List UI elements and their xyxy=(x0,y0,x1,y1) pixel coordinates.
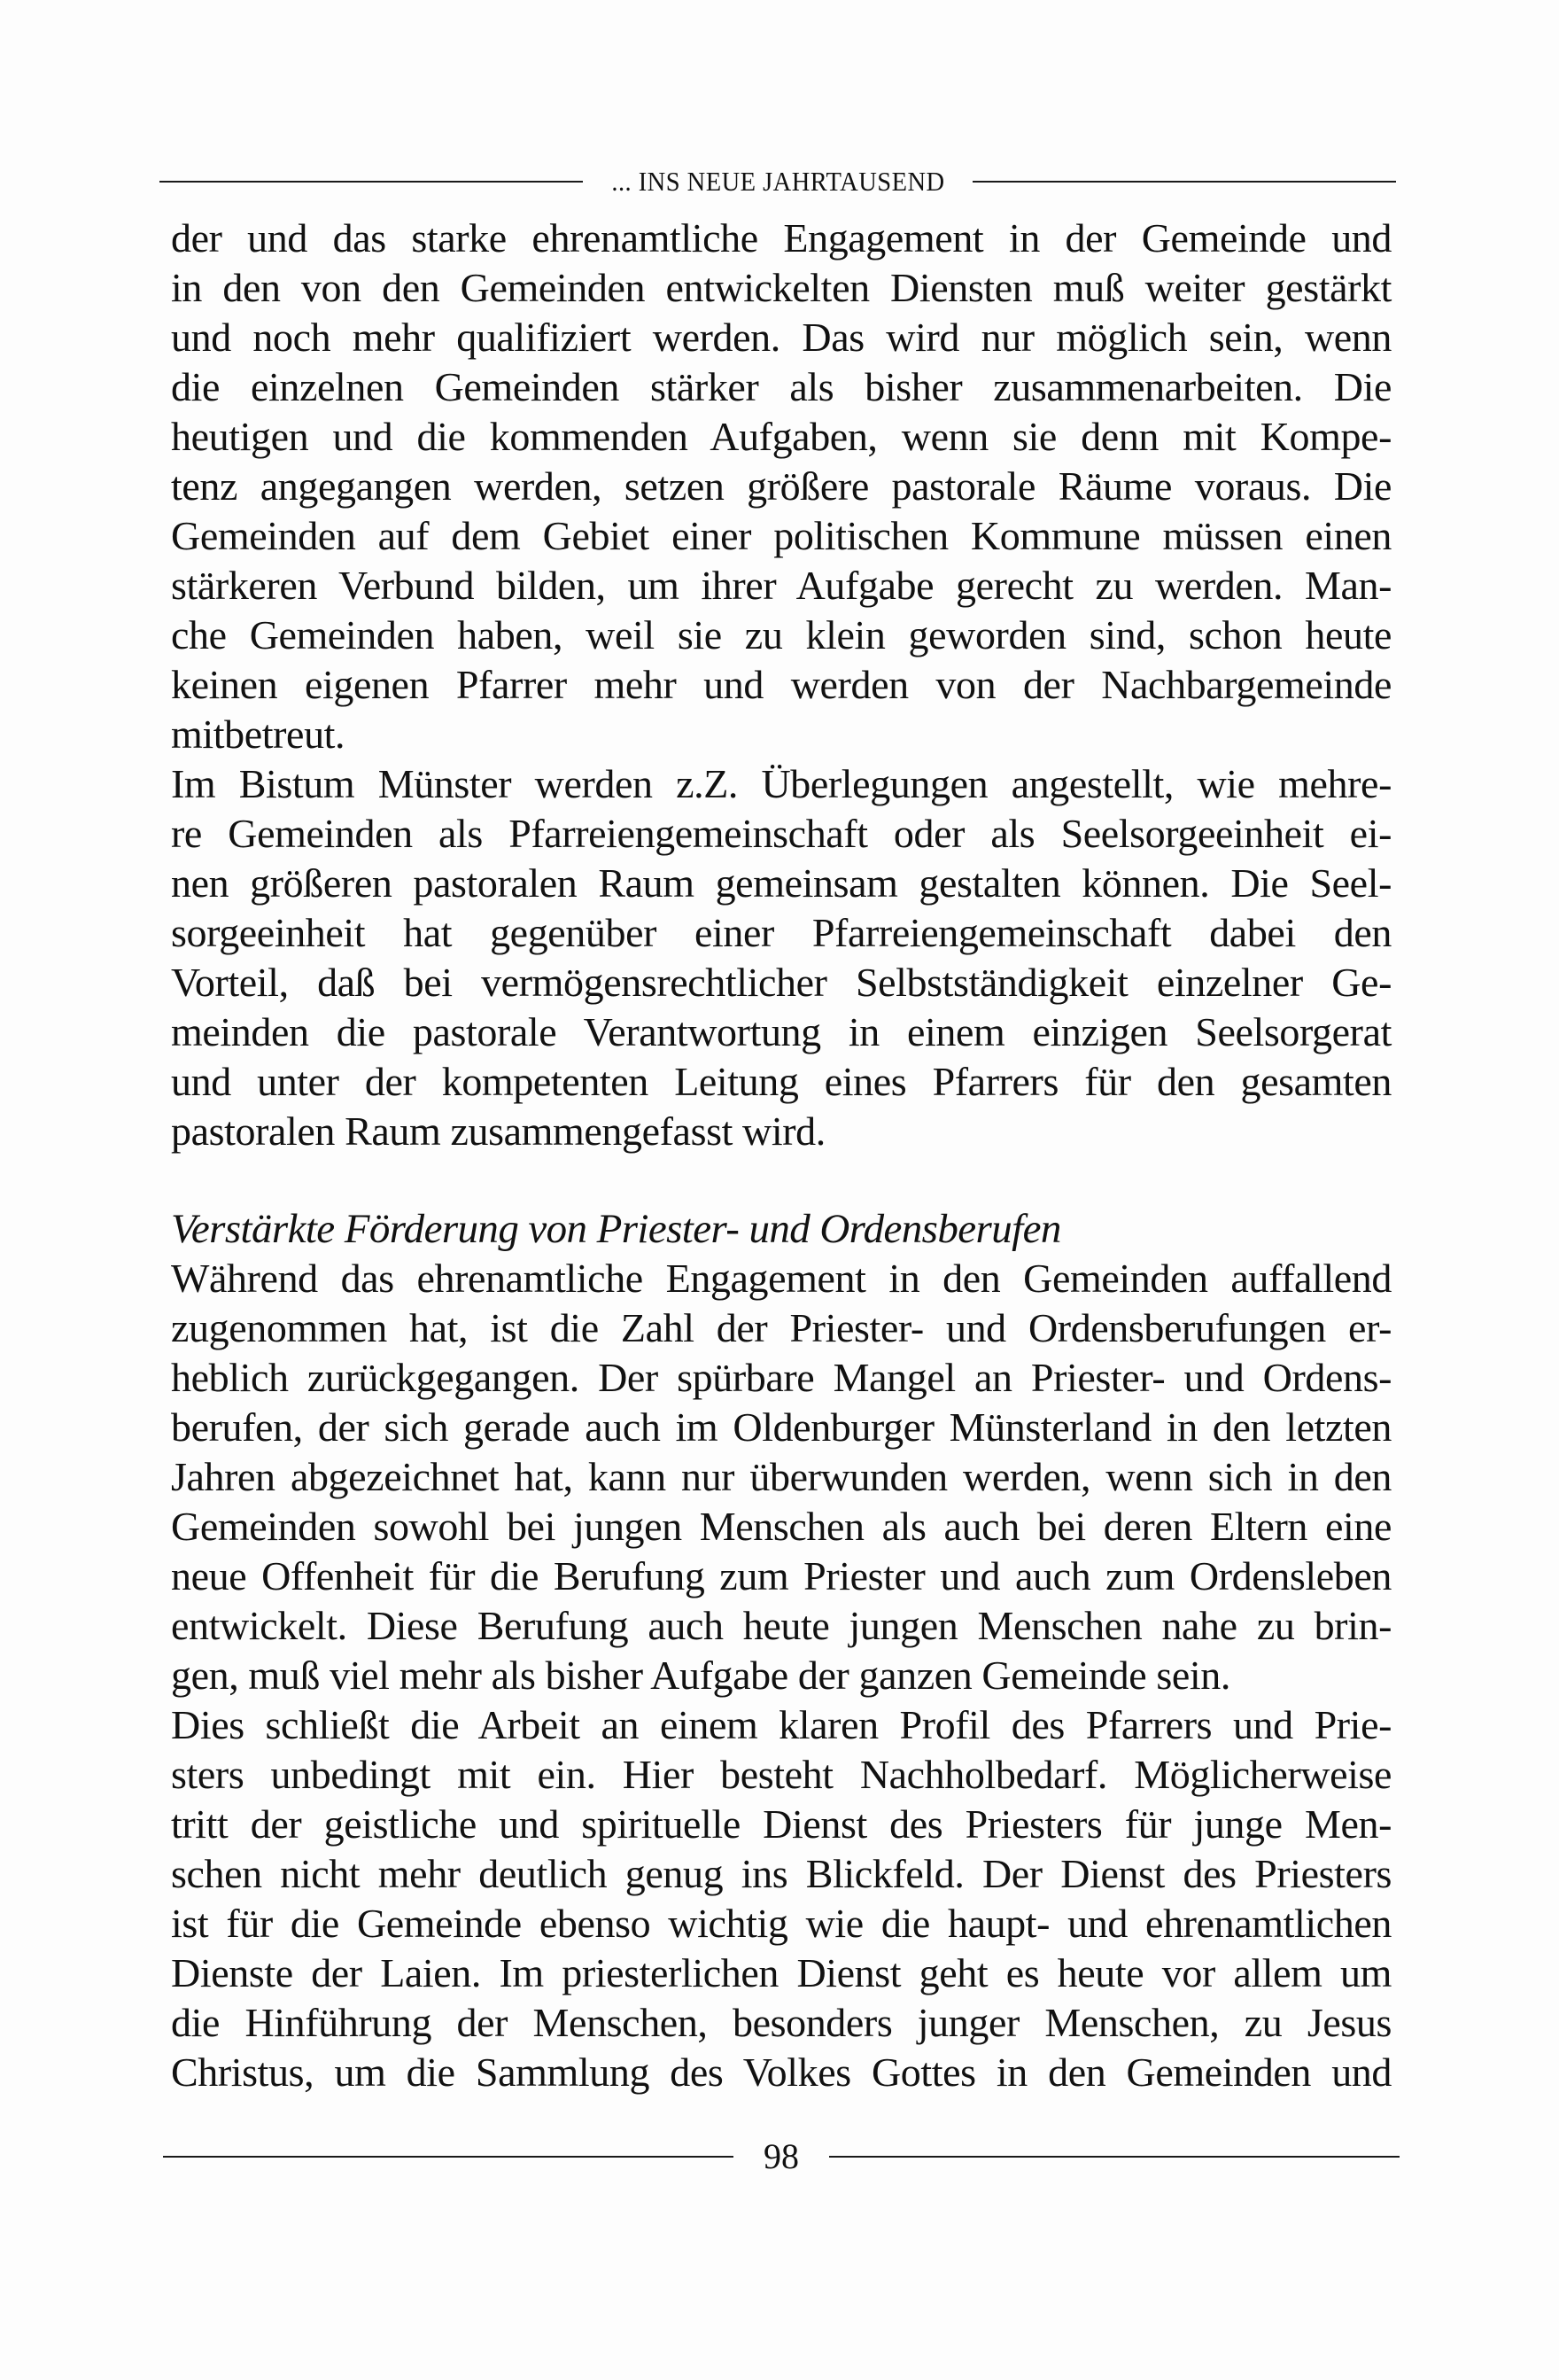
section-heading: Verstärkte Förderung von Priester- und Ordensberufen xyxy=(171,1206,1061,1252)
text-line: der und das starke ehrenamtliche Engagement in der Gemeinde und xyxy=(171,215,1392,261)
text-line: re Gemeinden als Pfarreiengemeinschaft oder als Seelsorgeeinheit ei- xyxy=(171,811,1392,856)
text-line: die einzelnen Gemeinden stärker als bisher zusammenarbeiten. Die xyxy=(171,364,1392,409)
running-header xyxy=(159,159,1396,204)
text-line: sters unbedingt mit ein. Hier besteht Nachholbedarf. Möglicherweise xyxy=(171,1752,1392,1797)
text-line: mitbetreut. xyxy=(171,712,345,757)
header-rule-left xyxy=(159,181,583,183)
text-line: Gemeinden auf dem Gebiet einer politischen Kommune müssen einen xyxy=(171,513,1392,558)
text-line: Gemeinden sowohl bei jungen Menschen als auch bei deren Eltern eine xyxy=(171,1504,1392,1549)
page-footer xyxy=(163,2134,1400,2180)
text-line: Vorteil, daß bei vermögensrechtlicher Selbstständigkeit einzelner Ge- xyxy=(171,960,1392,1005)
text-line: ist für die Gemeinde ebenso wichtig wie die haupt- und ehrenamtlichen xyxy=(171,1901,1392,1946)
text-line: Christus, um die Sammlung des Volkes Gottes in den Gemeinden und xyxy=(171,2049,1392,2095)
footer-rule-right xyxy=(829,2156,1400,2158)
text-line: Während das ehrenamtliche Engagement in den Gemeinden auffallend xyxy=(171,1256,1392,1301)
text-line: gen, muß viel mehr als bisher Aufgabe der ganzen Gemeinde sein. xyxy=(171,1653,1230,1698)
text-line: stärkeren Verbund bilden, um ihrer Aufgabe gerecht zu werden. Man- xyxy=(171,563,1392,608)
footer-rule-left xyxy=(163,2156,733,2158)
page-number: 98 xyxy=(764,2136,799,2176)
text-line: die Hinführung der Menschen, besonders junger Menschen, zu Jesus xyxy=(171,2000,1392,2045)
text-line: sorgeeinheit hat gegenüber einer Pfarreiengemeinschaft dabei den xyxy=(171,910,1392,955)
text-line: tenz angegangen werden, setzen größere pastorale Räume voraus. Die xyxy=(171,463,1392,509)
text-line: pastoralen Raum zusammengefasst wird. xyxy=(171,1108,826,1154)
text-line: nen größeren pastoralen Raum gemeinsam gestalten können. Die Seel- xyxy=(171,860,1392,906)
paragraph-1 xyxy=(171,214,1392,759)
text-line: schen nicht mehr deutlich genug ins Blickfeld. Der Dienst des Priesters xyxy=(171,1851,1392,1896)
paragraph-3 xyxy=(171,1254,1392,1700)
text-line: berufen, der sich gerade auch im Oldenburger Münsterland in den letzten xyxy=(171,1404,1392,1450)
text-line: tritt der geistliche und spirituelle Dienst des Priesters für junge Men- xyxy=(171,1801,1392,1847)
text-line: heblich zurückgegangen. Der spürbare Mangel an Priester- und Ordens- xyxy=(171,1355,1392,1400)
text-line: in den von den Gemeinden entwickelten Diensten muß weiter gestärkt xyxy=(171,265,1392,310)
text-line: heutigen und die kommenden Aufgaben, wenn sie denn mit Kompe- xyxy=(171,414,1392,459)
text-line: Jahren abgezeichnet hat, kann nur überwunden werden, wenn sich in den xyxy=(171,1454,1392,1499)
text-line: meinden die pastorale Verantwortung in einem einzigen Seelsorgerat xyxy=(171,1009,1392,1054)
text-line: Dies schließt die Arbeit an einem klaren Profil des Pfarrers und Prie- xyxy=(171,1702,1392,1747)
header-rule-right xyxy=(973,181,1396,183)
text-line: entwickelt. Diese Berufung auch heute jungen Menschen nahe zu brin- xyxy=(171,1603,1392,1648)
text-line: und noch mehr qualifiziert werden. Das wird nur möglich sein, wenn xyxy=(171,315,1392,360)
text-line: und unter der kompetenten Leitung eines Pfarrers für den gesamten xyxy=(171,1059,1392,1104)
text-line: neue Offenheit für die Berufung zum Priester und auch zum Ordensleben xyxy=(171,1553,1392,1598)
text-line: Im Bistum Münster werden z.Z. Überlegungen angestellt, wie mehre- xyxy=(171,761,1392,806)
text-line: zugenommen hat, ist die Zahl der Priester- und Ordensberufungen er- xyxy=(171,1305,1392,1350)
text-line: che Gemeinden haben, weil sie zu klein geworden sind, schon heute xyxy=(171,612,1392,657)
paragraph-2 xyxy=(171,759,1392,1156)
paragraph-4 xyxy=(171,1700,1392,2097)
text-line: Dienste der Laien. Im priesterlichen Dienst geht es heute vor allem um xyxy=(171,1950,1392,1995)
text-line: keinen eigenen Pfarrer mehr und werden von der Nachbargemeinde xyxy=(171,662,1392,707)
running-title: ... INS NEUE JAHRTAUSEND xyxy=(610,166,945,197)
body-text xyxy=(171,214,1392,2097)
